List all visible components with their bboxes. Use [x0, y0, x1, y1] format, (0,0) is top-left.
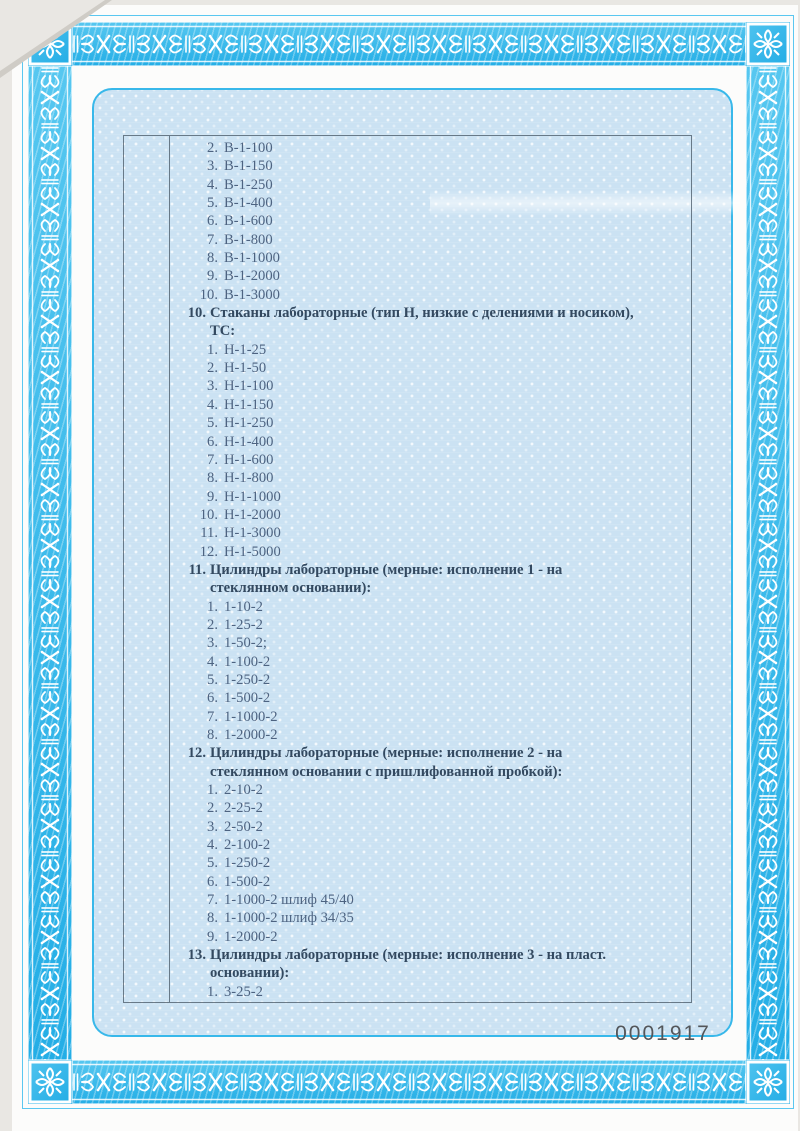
- list-item-value: В-1-150: [224, 158, 273, 175]
- table-main-column: [170, 136, 691, 1002]
- list-item: [182, 341, 685, 359]
- list-item-number: 3.: [207, 635, 218, 652]
- list-item-number: 11.: [200, 525, 218, 542]
- section-list: [182, 304, 685, 1001]
- list-item: [182, 212, 685, 230]
- section-title-continued: ТС:: [210, 323, 236, 340]
- section: [182, 304, 685, 561]
- list-item: [182, 433, 685, 451]
- list-item-value: 1-250-2: [224, 855, 271, 872]
- list-item-value: В-1-2000: [224, 268, 280, 285]
- items-table: [123, 135, 692, 1003]
- list-item-number: 9.: [207, 268, 218, 285]
- list-item-number: 4.: [207, 837, 218, 854]
- list-item-value: 1-2000-2: [224, 928, 278, 945]
- list-item: [182, 139, 685, 157]
- list-item-value: 1-2000-2: [224, 727, 278, 743]
- serial-number: 0001917: [615, 1022, 711, 1045]
- section-title: Стаканы лабораторные (тип Н, низкие с делениями и носиком),: [210, 305, 634, 322]
- list-item: [182, 836, 685, 854]
- list-item: [182, 286, 685, 304]
- list-item-number: 3.: [207, 818, 218, 835]
- border-strip-left: [28, 66, 72, 1060]
- list-item-value: В-1-1000: [224, 250, 280, 267]
- section-number: 12.: [187, 745, 206, 762]
- list-item-number: 2.: [207, 360, 218, 377]
- list-item: [182, 249, 685, 267]
- border-strip-top: [72, 22, 746, 66]
- list-item-number: 1.: [207, 341, 218, 358]
- section: [182, 561, 685, 744]
- list-item-value: В-1-800: [224, 231, 273, 248]
- list-item: [182, 909, 685, 927]
- section: [182, 744, 685, 946]
- list-item: [182, 983, 685, 1001]
- list-item: [182, 506, 685, 524]
- list-item-number: 8.: [207, 727, 218, 743]
- list-item-number: 1.: [207, 983, 218, 1000]
- list-item: [182, 267, 685, 285]
- list-item-number: 10.: [199, 286, 218, 303]
- continued-item-list: [182, 139, 685, 304]
- list-item-number: 6.: [207, 873, 218, 890]
- list-item-number: 6.: [207, 690, 218, 707]
- list-item-number: 6.: [207, 433, 218, 450]
- list-item-number: 12.: [199, 543, 218, 560]
- list-item-number: 8.: [207, 470, 218, 487]
- list-item: [182, 891, 685, 909]
- list-item: [182, 689, 685, 707]
- list-item-value: 1-100-2: [224, 653, 271, 670]
- list-item-value: Н-1-100: [224, 378, 274, 395]
- section-number: 13.: [187, 947, 206, 964]
- table-left-column: [124, 136, 170, 1002]
- list-item: [182, 194, 685, 212]
- list-item-number: 5.: [207, 855, 218, 872]
- section-title-continued: стеклянном основании):: [210, 580, 372, 597]
- list-item: [182, 873, 685, 891]
- section-title: Цилиндры лабораторные (мерные: исполнение 1 - на: [210, 561, 563, 578]
- section-title: Цилиндры лабораторные (мерные: исполнение 3 - на пласт.: [210, 947, 607, 964]
- list-item-value: Н-1-800: [224, 470, 274, 487]
- list-item-number: 4.: [207, 396, 218, 413]
- corner-ornament-icon: [28, 1060, 72, 1104]
- list-item-value: Н-1-400: [224, 433, 274, 450]
- list-item-value: Н-1-5000: [224, 543, 281, 560]
- section-heading: [182, 304, 685, 322]
- list-item: [182, 598, 685, 616]
- list-item-value: В-1-400: [224, 195, 273, 212]
- list-item: [182, 726, 685, 744]
- list-item: [182, 928, 685, 946]
- list-item: [182, 634, 685, 652]
- list-item-value: Н-1-150: [224, 396, 274, 413]
- list-item-value: 1-25-2: [224, 616, 263, 633]
- list-item-value: Н-1-600: [224, 451, 274, 468]
- section-heading: [182, 744, 685, 762]
- list-item-number: 3.: [207, 158, 218, 175]
- corner-ornament-icon: [746, 1060, 790, 1104]
- list-item: [182, 469, 685, 487]
- list-item: [182, 818, 685, 836]
- list-item: [182, 396, 685, 414]
- list-item: [182, 359, 685, 377]
- list-item-number: 5.: [207, 671, 218, 688]
- list-item-number: 4.: [207, 176, 218, 193]
- border-strip-bottom: [72, 1060, 746, 1104]
- list-item-value: 1-1000-2: [224, 708, 278, 725]
- list-item-number: 10.: [199, 506, 218, 523]
- section: [182, 946, 685, 1001]
- list-item-number: 4.: [207, 653, 218, 670]
- border-strip-right: [746, 66, 790, 1060]
- list-item-number: 3.: [207, 378, 218, 395]
- list-item-number: 5.: [207, 195, 218, 212]
- list-item-value: 1-250-2: [224, 671, 271, 688]
- section-heading: [182, 561, 685, 579]
- list-item-value: 1-50-2;: [224, 635, 267, 652]
- list-item-number: 6.: [207, 213, 218, 230]
- list-item-value: 1-1000-2 шлиф 45/40: [224, 892, 354, 909]
- list-item-value: Н-1-50: [224, 360, 267, 377]
- list-item-value: 2-25-2: [224, 800, 263, 817]
- list-item: [182, 451, 685, 469]
- section-title-continued: основании):: [210, 965, 290, 982]
- list-item: [182, 616, 685, 634]
- list-item-value: 2-100-2: [224, 837, 271, 854]
- list-item-value: 2-10-2: [224, 782, 263, 799]
- list-item-value: 3-25-2: [224, 983, 263, 1000]
- list-item-number: 2.: [207, 140, 218, 156]
- list-item-number: 8.: [207, 910, 218, 927]
- list-item-value: Н-1-250: [224, 415, 274, 432]
- list-item: [182, 671, 685, 689]
- list-item-number: 7.: [207, 451, 218, 468]
- list-item-number: 2.: [207, 800, 218, 817]
- list-item-value: 1-10-2: [224, 598, 263, 615]
- list-item-value: 1-500-2: [224, 690, 271, 707]
- list-item: [182, 414, 685, 432]
- corner-ornament-icon: [746, 22, 790, 66]
- list-item: [182, 781, 685, 799]
- list-item-number: 2.: [207, 616, 218, 633]
- list-item: [182, 377, 685, 395]
- list-item-value: 1-500-2: [224, 873, 271, 890]
- list-item-value: В-1-3000: [224, 286, 280, 303]
- list-item: [182, 543, 685, 561]
- list-item-number: 8.: [207, 250, 218, 267]
- list-item-number: 1.: [207, 598, 218, 615]
- section-number: 10.: [187, 305, 206, 322]
- list-item: [182, 708, 685, 726]
- list-item-number: 7.: [207, 708, 218, 725]
- list-item: [182, 854, 685, 872]
- list-item-value: 1-1000-2 шлиф 34/35: [224, 910, 354, 927]
- section-number: 11.: [188, 561, 206, 578]
- list-item-value: Н-1-3000: [224, 525, 281, 542]
- list-item: [182, 157, 685, 175]
- list-item: [182, 488, 685, 506]
- list-item-number: 9.: [207, 488, 218, 505]
- section-title-continued: стеклянном основании с пришлифованной пробкой):: [210, 763, 563, 780]
- section-heading: [182, 946, 685, 964]
- list-item-number: 7.: [207, 231, 218, 248]
- list-item-value: В-1-100: [224, 140, 273, 156]
- list-item: [182, 653, 685, 671]
- list-item-number: 1.: [207, 782, 218, 799]
- list-item-value: Н-1-25: [224, 341, 267, 358]
- section-title: Цилиндры лабораторные (мерные: исполнение 2 - на: [210, 745, 563, 762]
- list-item-value: В-1-250: [224, 176, 273, 193]
- list-item-number: 9.: [207, 928, 218, 945]
- list-item: [182, 176, 685, 194]
- list-item-value: Н-1-1000: [224, 488, 281, 505]
- list-item: [182, 524, 685, 542]
- list-item-value: Н-1-2000: [224, 506, 281, 523]
- list-item-value: 2-50-2: [224, 818, 263, 835]
- list-item-value: В-1-600: [224, 213, 273, 230]
- list-item: [182, 799, 685, 817]
- list-item-number: 7.: [207, 892, 218, 909]
- list-item-number: 5.: [207, 415, 218, 432]
- list-item: [182, 231, 685, 249]
